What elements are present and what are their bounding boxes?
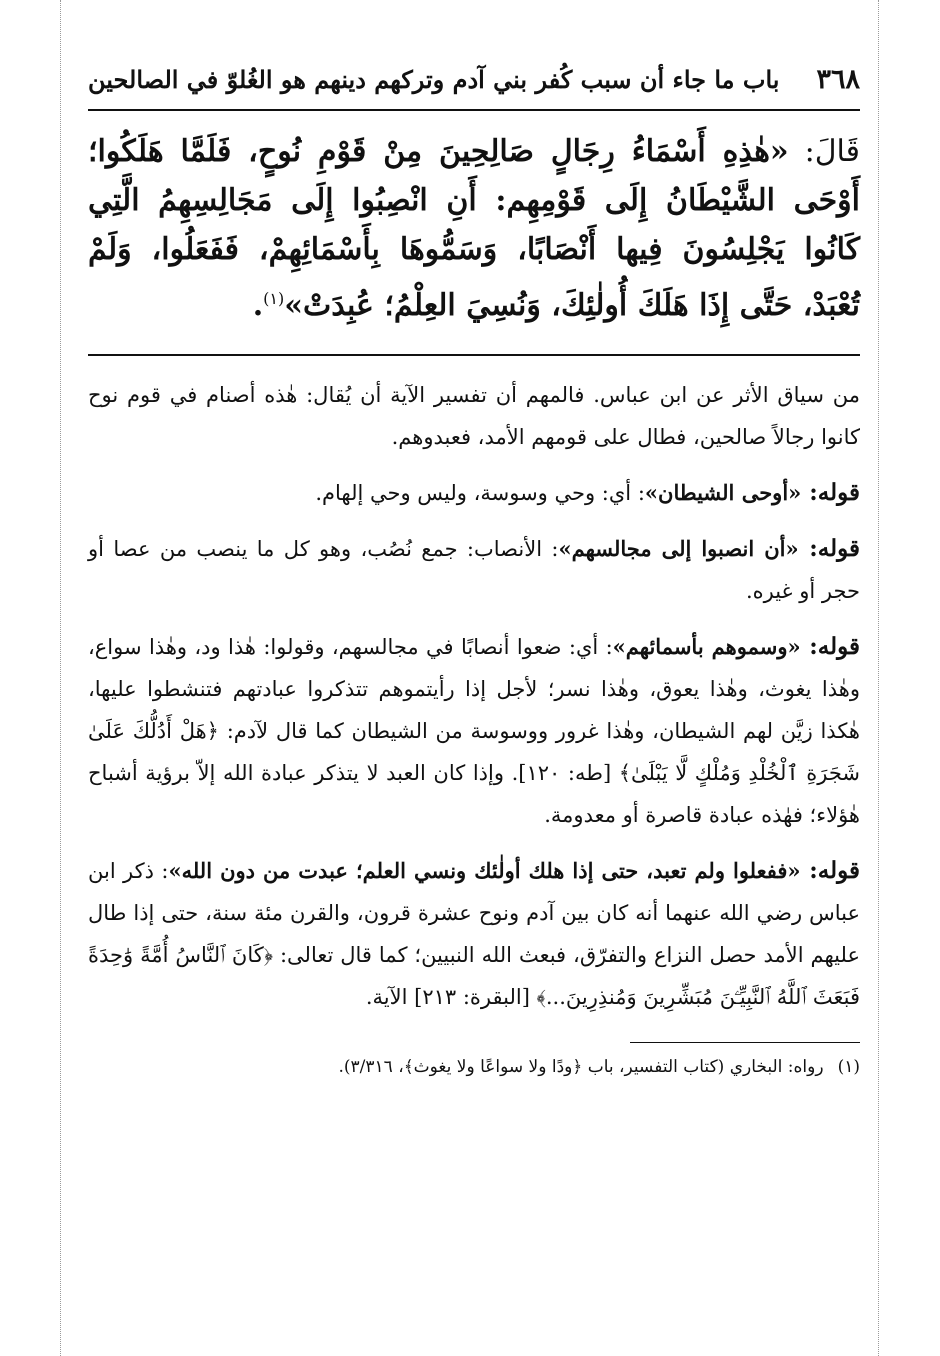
paragraph-text: : أي: ضعوا أنصابًا في مجالسهم، وقولوا: هٰذا ود، وهٰذا سواع، وهٰذا يغوث، وهٰذا يعوق، وهٰذا نسر؛ لأجل إذا رأيتموهم تتذكروا عبادتهم فتنشطوا عليها، هٰكذا زيَّن لهم الشيطان، وهٰذا غرور ووسوسة من الشيطان كما قال لآدم: ﴿هَلْ أَدُلُّكَ عَلَىٰ شَجَرَةِ ٱلْخُلْدِ وَمُلْكٍ لَّا يَبْلَىٰ﴾ [طه: ١٢٠]. وإذا كان العبد لا يتذكر عبادة الله إلاّ برؤية أشباح هٰؤلاء؛ فهٰذه عبادة قاصرة أو معدومة. <box>88 635 860 827</box>
commentary-paragraph <box>88 528 860 612</box>
footnote <box>88 1053 860 1081</box>
page-number: ٣٦٨ <box>816 63 860 95</box>
hadith-quote <box>88 127 860 330</box>
footnote-number: (١) <box>837 1057 860 1077</box>
commentary-paragraph <box>88 374 860 458</box>
paragraph-lead: قوله: <box>801 479 860 506</box>
commentary-paragraph <box>88 850 860 1018</box>
paragraph-text: : أي: وحي وسوسة، وليس وحي إلهام. <box>315 481 645 505</box>
paragraph-lead: قوله: <box>800 633 861 660</box>
paragraph-lead: قوله: <box>800 857 860 884</box>
chapter-title: باب ما جاء أن سبب كُفر بني آدم وتركهم دينهم هو الغُلوّ في الصالحين <box>88 64 780 94</box>
left-margin-line <box>60 0 61 1356</box>
quote-text: «هٰذِهِ أَسْمَاءُ رِجَالٍ صَالِحِينَ مِنْ قَوْمِ نُوحٍ، فَلَمَّا هَلَكُوا؛ أَوْحَى الشَّيْطَانُ إِلَى قَوْمِهِم: أَنِ انْصِبُوا إِلَى مَجَالِسِهِمُ الَّتِي كَانُوا يَجْلِسُونَ فِيها أَنْصَابًا، وَسَمُّوهَا بِأَسْمَائِهِمْ، فَفَعَلُوا، وَلَمْ تُعْبَدْ، حَتَّى إِذَا هَلَكَ أُولٰئِكَ، وَنُسِيَ العِلْمُ؛ عُبِدَتْ» <box>88 134 860 323</box>
paragraph-lead: قوله: <box>798 535 861 562</box>
paragraph-text: : ذكر ابن عباس رضي الله عنهما أنه كان بين آدم ونوح عشرة قرون، والقرن مئة سنة، حتى إذا طال عليهم الأمد حصل النزاع والتفرّق، فبعث الله النبيين؛ كما قال تعالى: ﴿كَانَ ٱلنَّاسُ أُمَّةً وَٰحِدَةً فَبَعَثَ ٱللَّهُ ٱلنَّبِيِّـۧنَ مُبَشِّرِينَ وَمُنذِرِينَ...﴾ [البقرة: ٢١٣] الآية. <box>88 859 860 1009</box>
quote-lead: قَالَ: <box>788 134 860 169</box>
commentary-paragraph <box>88 472 860 514</box>
book-page <box>88 55 860 1315</box>
section-rule <box>88 354 860 356</box>
header-rule <box>88 109 860 111</box>
footnote-rule <box>630 1042 860 1043</box>
paragraph-keyword: «وسموهم بأسمائهم» <box>612 634 801 659</box>
paragraph-keyword: «أوحى الشيطان» <box>644 480 802 505</box>
paragraph-text: : الأنصاب: جمع نُصُب، وهو كل ما ينصب من عصا أو حجر أو غيره. <box>88 537 860 603</box>
paragraph-keyword: «أن انصبوا إلى مجالسهم» <box>558 536 799 561</box>
footnote-text: رواه: البخاري (كتاب التفسير، باب ﴿ودًا ولا سواعًا ولا يغوث﴾، ٣/٣١٦). <box>338 1057 824 1077</box>
paragraph-keyword: «ففعلوا ولم تعبد، حتى إذا هلك أولٰئك ونسي العلم؛ عبدت من دون الله» <box>168 858 801 883</box>
paragraph-text: من سياق الأثر عن ابن عباس. فالمهم أن تفسير الآية أن يُقال: هٰذه أصنام في قوم نوح كانوا رجالاً صالحين، فطال على قومهم الأمد، فعبدوهم. <box>88 383 860 449</box>
quote-end: . <box>252 288 264 323</box>
commentary-paragraph <box>88 626 860 836</box>
footnote-reference: (١) <box>263 289 285 308</box>
page-header <box>88 55 860 103</box>
right-margin-line <box>878 0 879 1356</box>
